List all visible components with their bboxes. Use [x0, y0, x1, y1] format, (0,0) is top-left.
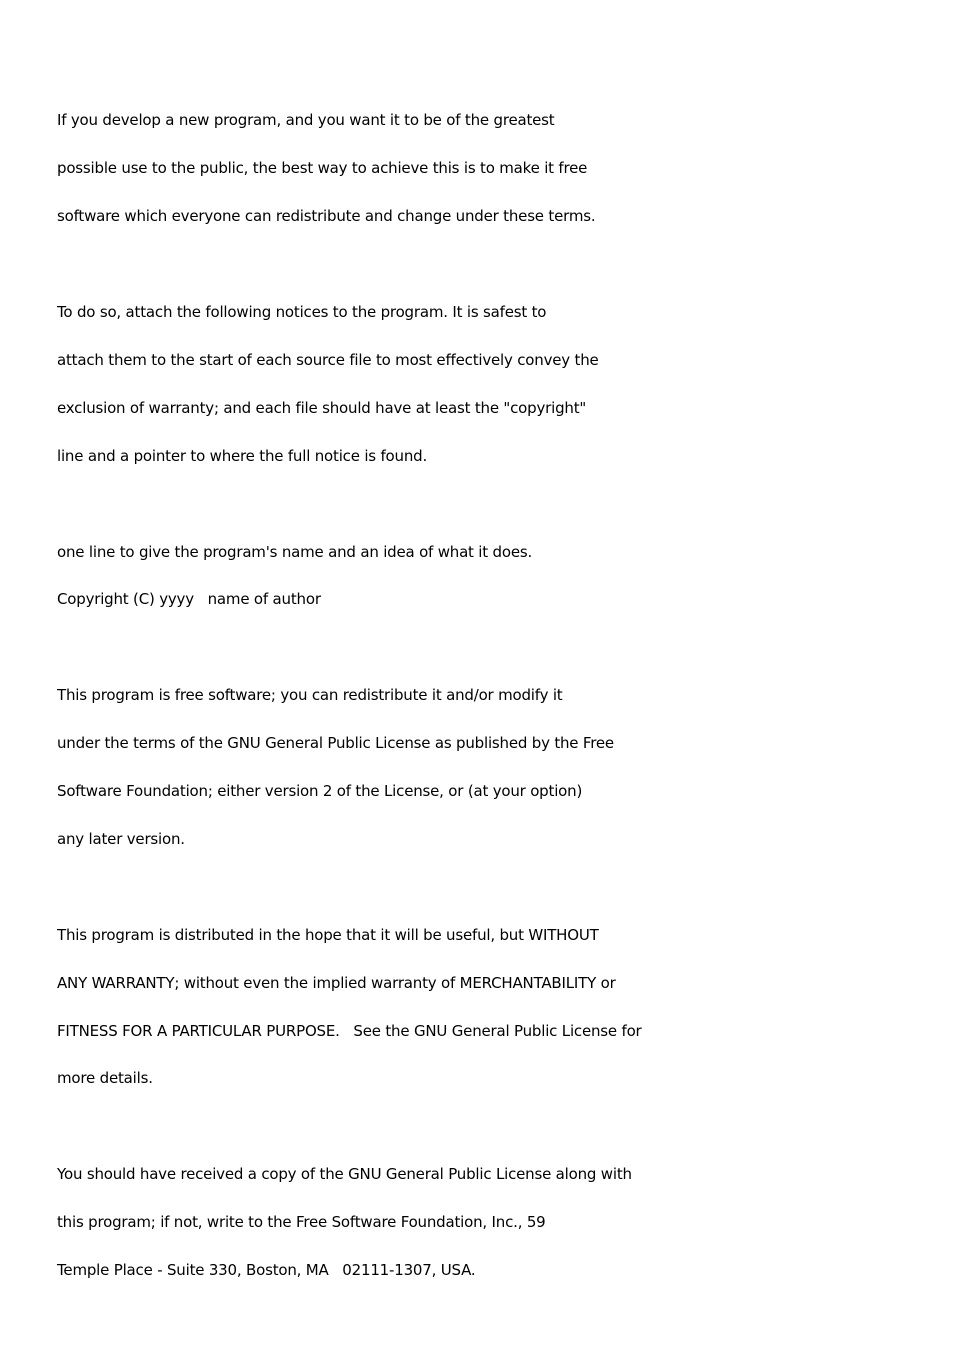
text-line: You should have received a copy of the GNU General Public License along with [57, 1165, 632, 1183]
text-line: line and a pointer to where the full notice is found. [57, 447, 428, 465]
text-line: FITNESS FOR A PARTICULAR PURPOSE. See the GNU General Public License for [57, 1022, 642, 1040]
text-line: more details. [57, 1069, 153, 1087]
text-line: Software Foundation; either version 2 of the License, or (at your option) [57, 782, 583, 800]
text-line: Copyright (C) yyyy name of author [57, 590, 321, 608]
text-line: attach them to the start of each source file to most effectively convey the [57, 351, 599, 369]
text-line: one line to give the program's name and an idea of what it does. [57, 543, 533, 561]
text-line: software which everyone can redistribute and change under these terms. [57, 207, 596, 225]
text-line: Temple Place - Suite 330, Boston, MA 02111-1307, USA. [57, 1261, 476, 1279]
text-line: under the terms of the GNU General Public License as published by the Free [57, 734, 614, 752]
text-line: ANY WARRANTY; without even the implied warranty of MERCHANTABILITY or [57, 974, 616, 992]
text-line: This program is distributed in the hope that it will be useful, but WITHOUT [57, 926, 599, 944]
text-line: this program; if not, write to the Free Software Foundation, Inc., 59 [57, 1213, 546, 1231]
text-line: If you develop a new program, and you want it to be of the greatest [57, 111, 555, 129]
text-line: To do so, attach the following notices to the program. It is safest to [57, 303, 547, 321]
text-line: exclusion of warranty; and each file should have at least the "copyright" [57, 399, 587, 417]
text-line: This program is free software; you can redistribute it and/or modify it [57, 686, 563, 704]
text-line: any later version. [57, 830, 185, 848]
text-line: possible use to the public, the best way to achieve this is to make it free [57, 159, 588, 177]
